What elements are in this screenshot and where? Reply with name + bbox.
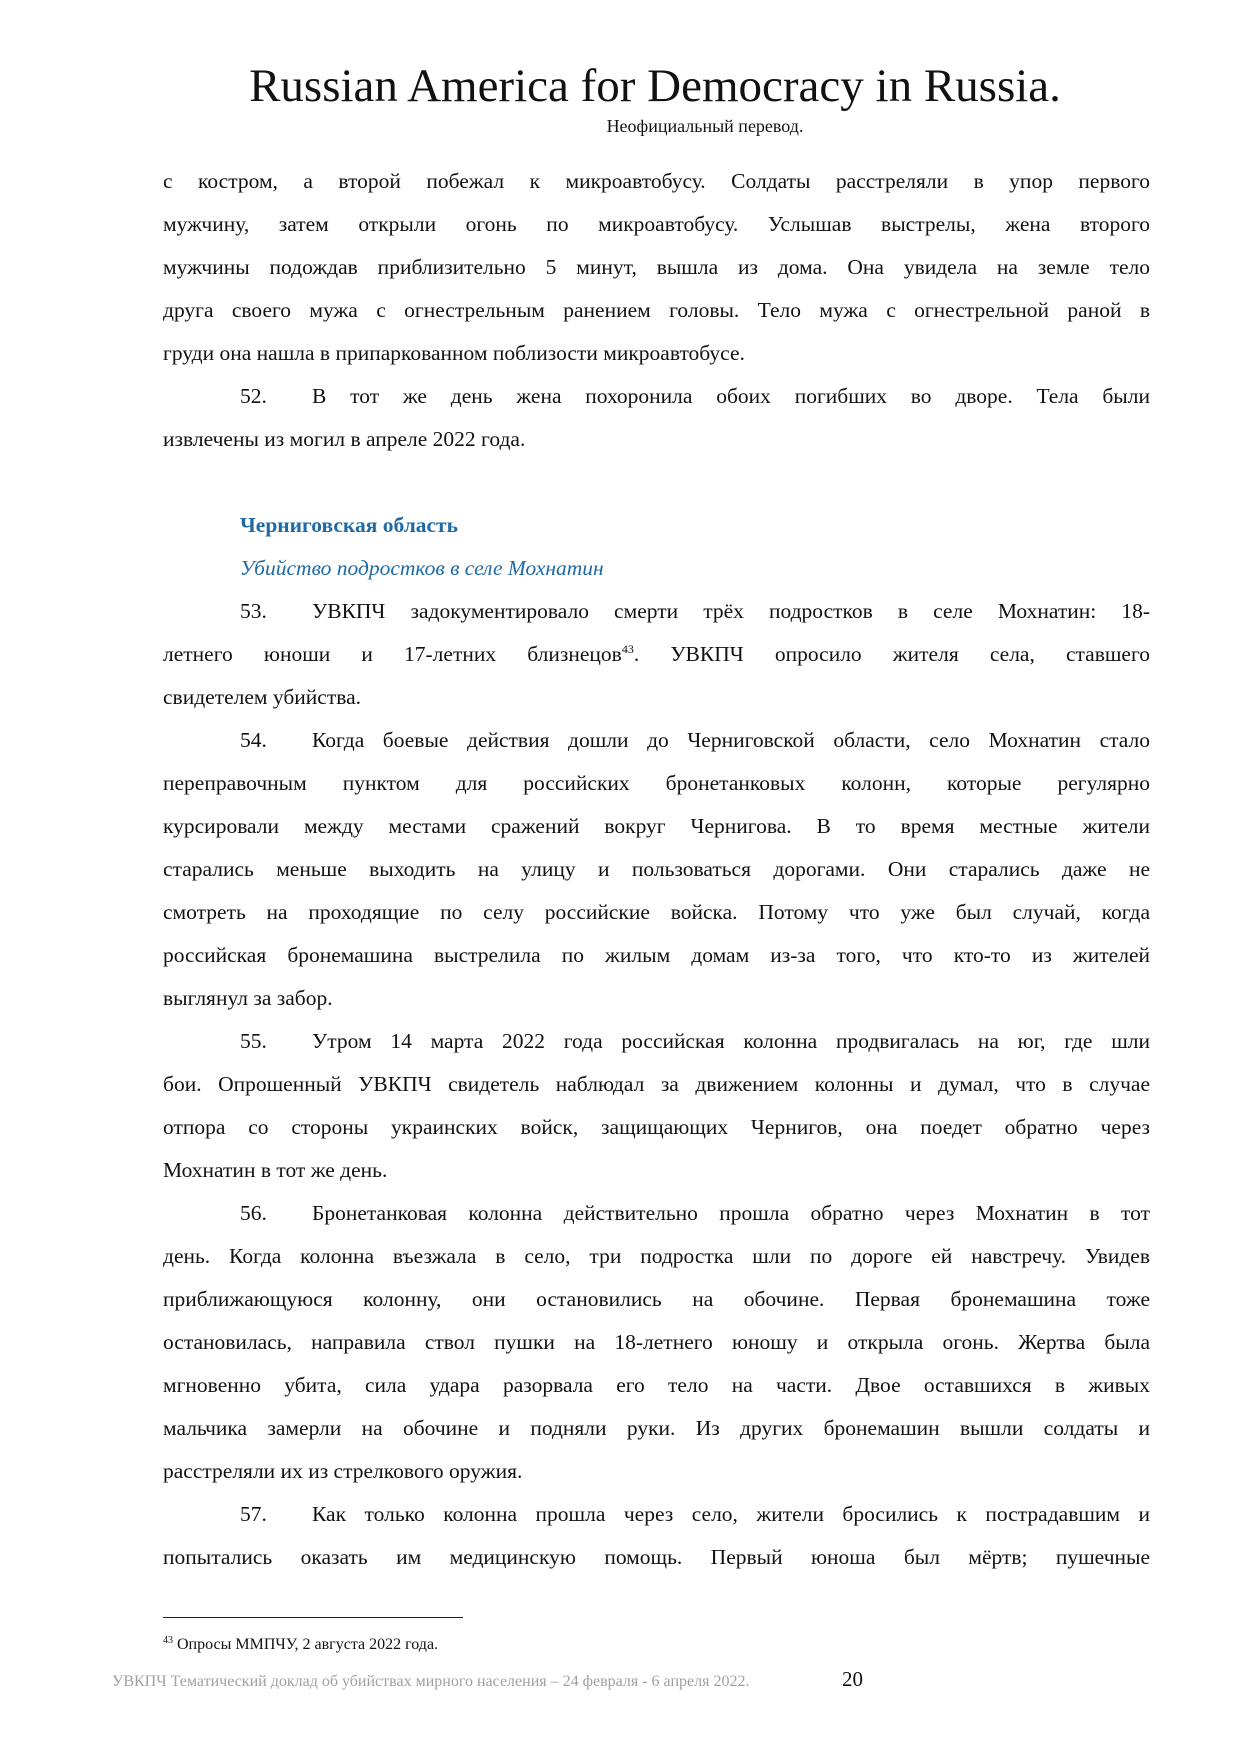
paragraph-52 — [163, 375, 1150, 461]
footnote — [163, 1634, 438, 1656]
footnote-divider — [163, 1617, 463, 1618]
paragraph-54 — [163, 719, 1150, 1020]
section-heading: Черниговская область — [240, 513, 458, 537]
text-line: переправочным пунктом для российских бронетанковых колонн, которые регулярно — [163, 771, 1150, 795]
text-line: курсировали между местами сражений вокруг Чернигова. В то время местные жители — [163, 814, 1150, 838]
section-subheading: Убийство подростков в селе Мохнатин — [240, 556, 604, 580]
text-line: отпора со стороны украинских войск, защищающих Чернигов, она поедет обратно через — [163, 1115, 1150, 1139]
text-line: старались меньше выходить на улицу и пользоваться дорогами. Они старались даже не — [163, 857, 1150, 881]
text-line: бои. Опрошенный УВКПЧ свидетель наблюдал за движением колонны и думал, что в случае — [163, 1072, 1150, 1096]
text-line: мужчины подождав приблизительно 5 минут, вышла из дома. Она увидела на земле тело — [163, 255, 1150, 279]
text-line: выглянул за забор. — [163, 986, 333, 1010]
text-line: Когда боевые действия дошли до Черниговской области, село Мохнатин стало — [312, 728, 1150, 752]
paragraph-57 — [163, 1493, 1150, 1579]
text-line: попытались оказать им медицинскую помощь. Первый юноша был мёртв; пушечные — [163, 1545, 1150, 1569]
paragraph-number: 52. — [240, 384, 267, 408]
document-body — [163, 160, 1150, 1579]
text-line-with-footnote — [163, 633, 1150, 676]
text-fragment: . УВКПЧ опросило жителя села, ставшего — [633, 642, 1150, 666]
paragraph-number: 57. — [240, 1502, 267, 1526]
text-line: Бронетанковая колонна действительно прошла обратно через Мохнатин в тот — [312, 1201, 1150, 1225]
text-line: мгновенно убита, сила удара разорвала его тело на части. Двое оставшихся в живых — [163, 1373, 1150, 1397]
text-line: приближающуюся колонну, они остановились на обочине. Первая бронемашина тоже — [163, 1287, 1150, 1311]
text-line: мужчину, затем открыли огонь по микроавтобусу. Услышав выстрелы, жена второго — [163, 212, 1150, 236]
text-line: Мохнатин в тот же день. — [163, 1158, 388, 1182]
page-footer-text: УВКПЧ Тематический доклад об убийствах мирного населения – 24 февраля - 6 апреля 2022. — [112, 1673, 750, 1690]
paragraph-51-continued — [163, 160, 1150, 375]
paragraph-number: 55. — [240, 1029, 267, 1053]
text-fragment: летнего юноши и 17-летних близнецов — [163, 642, 622, 666]
text-line: извлечены из могил в апреле 2022 года. — [163, 427, 526, 451]
text-line: груди она нашла в припаркованном поблизости микроавтобусе. — [163, 341, 745, 365]
footnote-text: Опросы ММПЧУ, 2 августа 2022 года. — [173, 1636, 439, 1653]
text-line: с костром, а второй побежал к микроавтобусу. Солдаты расстреляли в упор первого — [163, 169, 1150, 193]
header-title: Russian America for Democracy in Russia. — [249, 60, 1061, 112]
paragraph-56 — [163, 1192, 1150, 1493]
footnote-number: 43 — [163, 1635, 173, 1646]
paragraph-number: 56. — [240, 1201, 267, 1225]
text-line: свидетелем убийства. — [163, 685, 362, 709]
paragraph-number: 54. — [240, 728, 267, 752]
header-subtitle: Неофициальный перевод. — [606, 116, 804, 136]
paragraph-number: 53. — [240, 599, 267, 623]
text-line: российская бронемашина выстрелила по жилым домам из-за того, что кто-то из жителей — [163, 943, 1150, 967]
text-line: друга своего мужа с огнестрельным ранением головы. Тело мужа с огнестрельной раной в — [163, 298, 1150, 322]
footnote-reference[interactable]: 43 — [621, 642, 634, 656]
text-line: Как только колонна прошла через село, жители бросились к пострадавшим и — [312, 1502, 1150, 1526]
paragraph-55 — [163, 1020, 1150, 1192]
text-line: день. Когда колонна въезжала в село, три подростка шли по дороге ей навстречу. Увидев — [163, 1244, 1150, 1268]
text-line: В тот же день жена похоронила обоих погибших во дворе. Тела были — [312, 384, 1150, 408]
text-line: УВКПЧ задокументировало смерти трёх подростков в селе Мохнатин: 18- — [312, 599, 1150, 623]
text-line: мальчика замерли на обочине и подняли руки. Из других бронемашин вышли солдаты и — [163, 1416, 1150, 1440]
text-line: расстреляли их из стрелкового оружия. — [163, 1459, 523, 1483]
text-line: остановилась, направила ствол пушки на 18-летнего юношу и открыла огонь. Жертва была — [163, 1330, 1150, 1354]
page-number: 20 — [842, 1667, 863, 1691]
text-line: смотреть на проходящие по селу российские войска. Потому что уже был случай, когда — [163, 900, 1150, 924]
text-line: Утром 14 марта 2022 года российская колонна продвигалась на юг, где шли — [312, 1029, 1150, 1053]
paragraph-53 — [163, 590, 1150, 719]
